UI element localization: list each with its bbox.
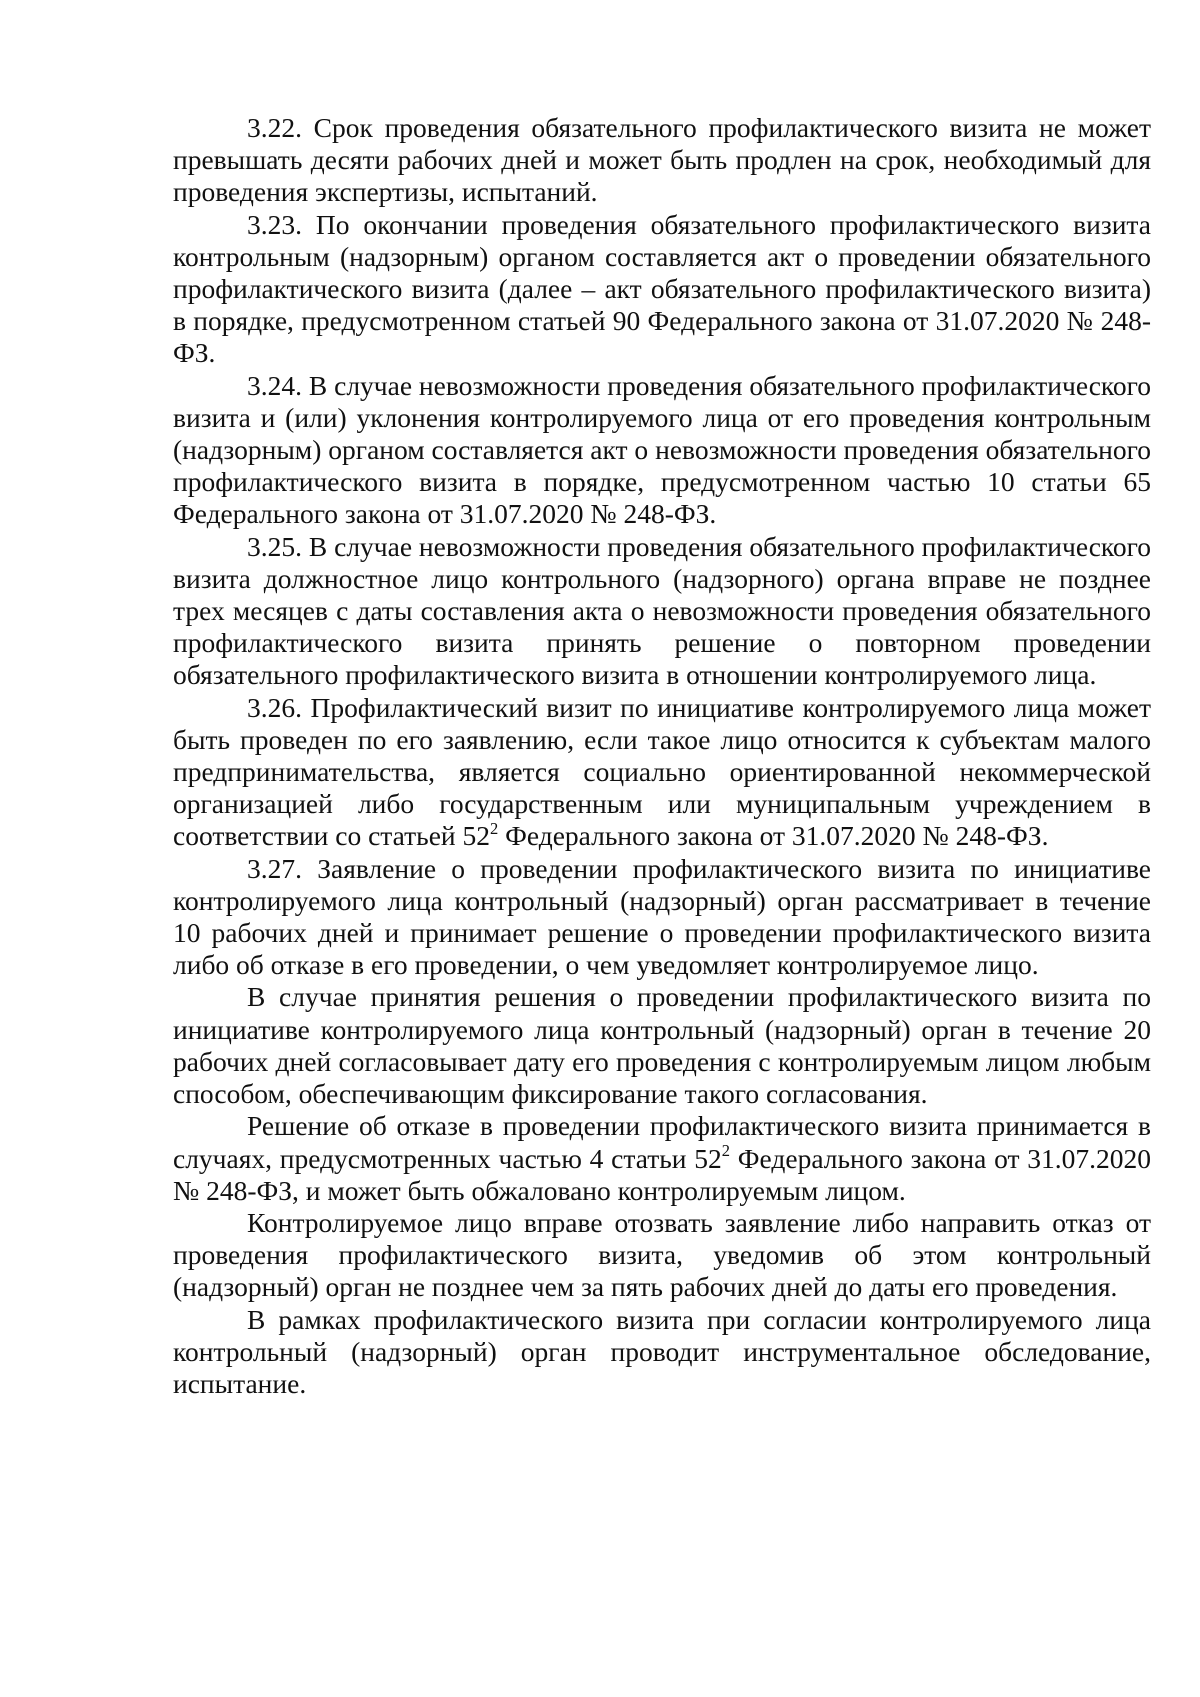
paragraph-p-3-26 — [173, 692, 1151, 853]
paragraph-p-3-25 — [173, 531, 1151, 692]
paragraph-p-3-23 — [173, 209, 1151, 370]
document-body — [173, 112, 1151, 1400]
superscript: 2 — [490, 818, 499, 838]
paragraph-text: В случае принятия решения о проведении профилактического визита по инициативе контролируемого лица контрольный (надзорный) орган в течение 20 рабочих дней согласовывает дату его проведения с контролируемым лицом любым способом, обеспечивающим фиксирование такого согласования. — [173, 981, 1151, 1110]
paragraph-p-3-27-b — [173, 981, 1151, 1110]
paragraph-text: Контролируемое лицо вправе отозвать заявление либо направить отказ от проведения профилактического визита, уведомив об этом контрольный (надзорный) орган не позднее чем за пять рабочих дней до даты его проведения. — [173, 1206, 1151, 1303]
paragraph-text: 3.22. Срок проведения обязательного профилактического визита не может превышать десяти рабочих дней и может быть продлен на срок, необходимый для проведения экспертизы, испытаний. — [173, 112, 1151, 208]
paragraph-p-3-24 — [173, 370, 1151, 531]
paragraph-text: Решение об отказе в проведении профилактического визита принимается в случаях, предусмотренных частью 4 статьи 52 — [173, 1110, 1151, 1174]
superscript: 2 — [721, 1140, 731, 1160]
paragraph-p-3-27-c — [173, 1110, 1151, 1207]
paragraph-text: В рамках профилактического визита при согласии контролируемого лица контрольный (надзорный) орган проводит инструментальное обследование, испытание. — [173, 1303, 1151, 1399]
paragraph-p-3-27 — [173, 853, 1151, 982]
paragraph-text: Федерального закона от 31.07.2020 № 248-ФЗ. — [498, 820, 1049, 852]
paragraph-text: 3.26. Профилактический визит по инициативе контролируемого лица может быть проведен по его заявлению, если такое лицо относится к субъектам малого предпринимательства, является социально ориентированной некоммерческой организацией либо государственным или муниципальным учреждением в соответствии со статьей 52 — [173, 691, 1151, 852]
paragraph-text: 3.25. В случае невозможности проведения обязательного профилактического визита должностное лицо контрольного (надзорного) органа вправе не позднее трех месяцев с даты составления акта о невозможности проведения обязательного профилактического визита принять решение о повторном проведении обязательного профилактического визита в отношении контролируемого лица. — [173, 530, 1151, 691]
paragraph-text: 3.23. По окончании проведения обязательного профилактического визита контрольным (надзорным) органом составляется акт о проведении обязательного профилактического визита (далее – акт обязательного профилактического визита) в порядке, предусмотренном статьей 90 Федерального закона от 31.07.2020 № 248-ФЗ. — [173, 208, 1151, 369]
paragraph-p-3-22 — [173, 112, 1151, 209]
paragraph-p-3-27-e — [173, 1304, 1151, 1401]
paragraph-text: 3.24. В случае невозможности проведения обязательного профилактического визита и (или) уклонения контролируемого лица от его проведения контрольным (надзорным) органом составляется акт о невозможности проведения обязательного профилактического визита в порядке, предусмотренном частью 10 статьи 65 Федерального закона от 31.07.2020 № 248-ФЗ. — [173, 369, 1151, 530]
paragraph-text: Федерального закона от 31.07.2020 № 248-ФЗ, и может быть обжаловано контролируемым лицом. — [173, 1142, 1152, 1206]
paragraph-p-3-27-d — [173, 1207, 1151, 1304]
paragraph-text: 3.27. Заявление о проведении профилактического визита по инициативе контролируемого лица контрольный (надзорный) орган рассматривает в течение 10 рабочих дней и принимает решение о проведении профилактического визита либо об отказе в его проведении, о чем уведомляет контролируемое лицо. — [173, 852, 1151, 981]
